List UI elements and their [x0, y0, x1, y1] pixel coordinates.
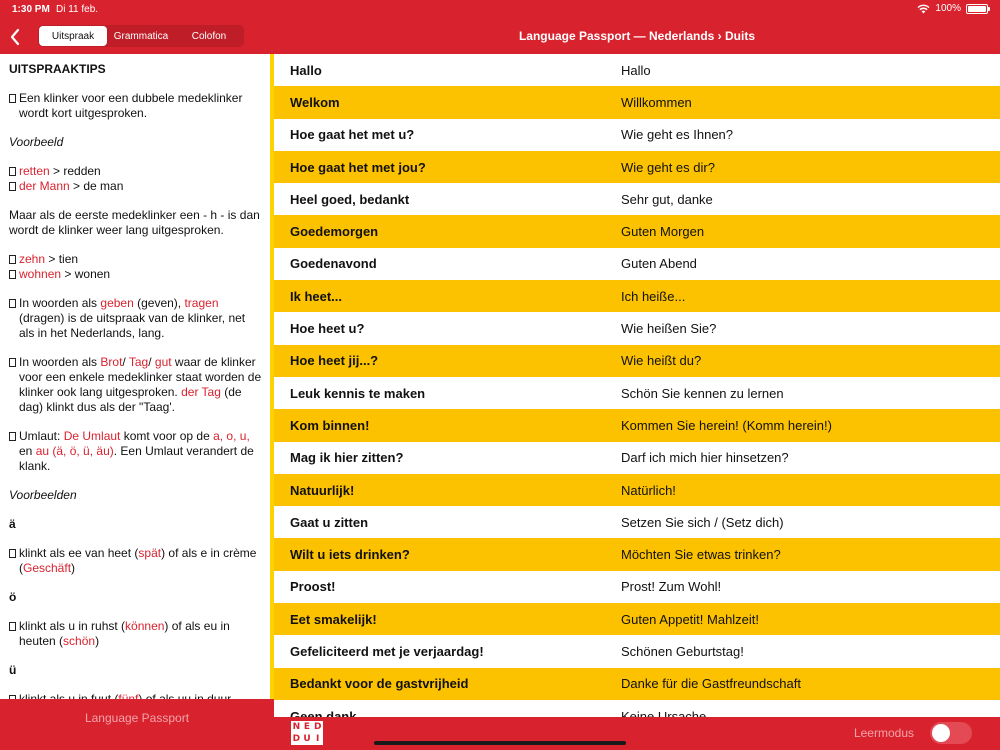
- phrase-german: Wie heißt du?: [621, 353, 702, 369]
- logo-letter: D: [292, 734, 301, 744]
- phrase-dutch: Proost!: [290, 579, 336, 595]
- phrase-dutch: Mag ik hier zitten?: [290, 450, 404, 466]
- logo-letter: U: [303, 734, 311, 744]
- tab-grammatica[interactable]: Grammatica: [113, 30, 169, 42]
- phrase-dutch: Gaat u zitten: [290, 514, 369, 530]
- tips-title: UITSPRAAKTIPS: [9, 62, 106, 76]
- section-label: Voorbeelden: [9, 488, 77, 502]
- phrase-row[interactable]: [274, 215, 1000, 247]
- language-logo: [290, 720, 324, 746]
- phrase-dutch: Hoe heet u?: [290, 321, 365, 337]
- tip-paragraph: In woorden als geben (geven), tragen (dragen) is de uitspraak van de klinker, net als in het Nederlands, lang.: [9, 296, 262, 341]
- tip-paragraph: Maar als de eerste medeklinker een - h - is dan wordt de klinker weer lang uitgesproken.: [9, 208, 260, 237]
- phrase-row[interactable]: [274, 312, 1000, 344]
- bullet-box-icon: [9, 622, 16, 631]
- tab-colofon[interactable]: Colofon: [191, 30, 227, 42]
- phrase-german: Schön Sie kennen zu lernen: [621, 385, 784, 401]
- phrase-german: Hallo: [621, 62, 651, 78]
- app-name-label: Language Passport: [84, 711, 190, 725]
- example-line: zehn > tien: [9, 252, 262, 267]
- battery-icon: [966, 4, 988, 14]
- phrase-row[interactable]: [274, 668, 1000, 700]
- example-line: der Mann > de man: [9, 179, 262, 194]
- phrase-german: Danke für die Gastfreundschaft: [621, 676, 801, 692]
- phrase-dutch: Goedenavond: [290, 256, 377, 272]
- phrase-row[interactable]: [274, 635, 1000, 667]
- phrase-german: Setzen Sie sich / (Setz dich): [621, 514, 784, 530]
- umlaut-heading: ü: [9, 663, 17, 677]
- logo-letter: I: [316, 734, 320, 744]
- phrase-dutch: Natuurlijk!: [290, 482, 355, 498]
- tip-paragraph: klinkt als u in ruhst (können) of als eu in heuten (schön): [9, 619, 262, 649]
- phrase-german: Natürlich!: [621, 482, 676, 498]
- phrase-dutch: Eet smakelijk!: [290, 611, 377, 627]
- tip-paragraph: In woorden als Brot/ Tag/ gut waar de klinker voor een enkele medeklinker staat worden de klinker ook lang uitgesproken. der Tag (de dag) klinkt dus als der "Taag'.: [9, 355, 262, 415]
- learning-mode-label: Leermodus: [853, 726, 914, 740]
- bottom-toolbar: [274, 717, 1000, 750]
- phrase-german: Möchten Sie etwas trinken?: [621, 547, 781, 563]
- phrase-dutch: Kom binnen!: [290, 417, 370, 433]
- status-time: 1:30 PM: [12, 4, 50, 15]
- phrase-row[interactable]: [274, 506, 1000, 538]
- bullet-box-icon: [9, 182, 16, 191]
- phrase-row[interactable]: [274, 538, 1000, 570]
- bullet-box-icon: [9, 167, 16, 176]
- phrase-german: Schönen Geburtstag!: [621, 643, 744, 659]
- bullet-box-icon: [9, 270, 16, 279]
- logo-letter: N: [292, 722, 301, 732]
- phrase-row[interactable]: [274, 248, 1000, 280]
- phrase-dutch: Wilt u iets drinken?: [290, 547, 410, 563]
- phrase-dutch: Welkom: [290, 94, 340, 110]
- tab-uitspraak[interactable]: Uitspraak: [39, 26, 107, 46]
- phrase-row[interactable]: [274, 409, 1000, 441]
- section-tabs: [38, 25, 244, 47]
- phrase-german: Darf ich mich hier hinsetzen?: [621, 450, 789, 466]
- phrase-german: Sehr gut, danke: [621, 191, 713, 207]
- phrase-dutch: Gefeliciteerd met je verjaardag!: [290, 643, 484, 659]
- phrase-row[interactable]: [274, 280, 1000, 312]
- umlaut-heading: ö: [9, 590, 17, 604]
- phrase-german: Ich heiße...: [621, 288, 686, 304]
- phrase-row[interactable]: [274, 571, 1000, 603]
- logo-letter: E: [303, 722, 311, 732]
- example-line: wohnen > wonen: [9, 267, 262, 282]
- phrase-german: Willkommen: [621, 94, 692, 110]
- phrase-german: Wie geht es dir?: [621, 159, 715, 175]
- section-label: Voorbeeld: [9, 135, 64, 149]
- bullet-box-icon: [9, 94, 16, 103]
- logo-row: [291, 733, 323, 745]
- page-title: Language Passport — Nederlands › Duits: [274, 20, 1000, 54]
- phrase-list[interactable]: [274, 54, 1000, 717]
- example-group: [9, 164, 262, 194]
- learning-mode-toggle[interactable]: [930, 722, 972, 744]
- left-footer: [0, 699, 274, 750]
- phrase-row[interactable]: [274, 151, 1000, 183]
- phrase-german: Guten Abend: [621, 256, 697, 272]
- phrase-row[interactable]: [274, 474, 1000, 506]
- phrase-dutch: Heel goed, bedankt: [290, 191, 410, 207]
- bullet-box-icon: [9, 432, 16, 441]
- phrase-row[interactable]: [274, 603, 1000, 635]
- tip-paragraph: klinkt als ee van heet (spät) of als e in crème (Geschäft): [9, 546, 262, 576]
- tip-paragraph: Een klinker voor een dubbele medeklinker wordt kort uitgesproken.: [9, 91, 262, 121]
- phrase-row[interactable]: [274, 377, 1000, 409]
- battery-level: [968, 6, 986, 12]
- phrase-row[interactable]: [274, 183, 1000, 215]
- phrase-row[interactable]: [274, 442, 1000, 474]
- example-line: retten > redden: [9, 164, 262, 179]
- phrase-german: Wie geht es Ihnen?: [621, 127, 734, 143]
- phrase-dutch: Hallo: [290, 62, 322, 78]
- status-date: Di 11 feb.: [56, 4, 99, 15]
- wifi-icon: [917, 4, 930, 14]
- phrase-german: Guten Appetit! Mahlzeit!: [621, 611, 760, 627]
- battery-percent: 100%: [935, 3, 961, 14]
- phrase-row[interactable]: [274, 345, 1000, 377]
- left-header: [0, 20, 274, 54]
- logo-row: [291, 721, 323, 733]
- logo-letter: D: [313, 722, 322, 732]
- tip-paragraph: Umlaut: De Umlaut komt voor op de a, o, u, en au (ä, ö, ü, äu). Een Umlaut verandert de klank.: [9, 429, 262, 474]
- status-indicators: [917, 3, 988, 14]
- phrase-dutch: Hoe gaat het met jou?: [290, 159, 426, 175]
- phrase-german: Wie heißen Sie?: [621, 321, 717, 337]
- chevron-left-icon: [10, 29, 20, 45]
- phrase-german: Prost! Zum Wohl!: [621, 579, 722, 595]
- phrase-dutch: Hoe heet jij...?: [290, 353, 379, 369]
- bullet-box-icon: [9, 358, 16, 367]
- phrase-dutch: Hoe gaat het met u?: [290, 127, 415, 143]
- phrase-dutch: Goedemorgen: [290, 224, 379, 240]
- phrase-row[interactable]: [274, 54, 1000, 86]
- bullet-box-icon: [9, 299, 16, 308]
- back-button[interactable]: [4, 24, 26, 50]
- status-bar: [0, 0, 1000, 20]
- bullet-box-icon: [9, 549, 16, 558]
- phrase-row[interactable]: [274, 86, 1000, 118]
- umlaut-heading: ä: [9, 517, 16, 531]
- phrase-german: Guten Morgen: [621, 224, 705, 240]
- phrase-dutch: Bedankt voor de gastvrijheid: [290, 676, 469, 692]
- phrase-row[interactable]: [274, 119, 1000, 151]
- home-indicator[interactable]: [374, 741, 626, 745]
- toggle-knob: [932, 724, 950, 742]
- example-group: [9, 252, 262, 282]
- pronunciation-tips[interactable]: [0, 54, 270, 699]
- phrase-dutch: Ik heet...: [290, 288, 343, 304]
- phrase-german: Kommen Sie herein! (Komm herein!): [621, 417, 832, 433]
- phrase-dutch: Leuk kennis te maken: [290, 385, 426, 401]
- bullet-box-icon: [9, 255, 16, 264]
